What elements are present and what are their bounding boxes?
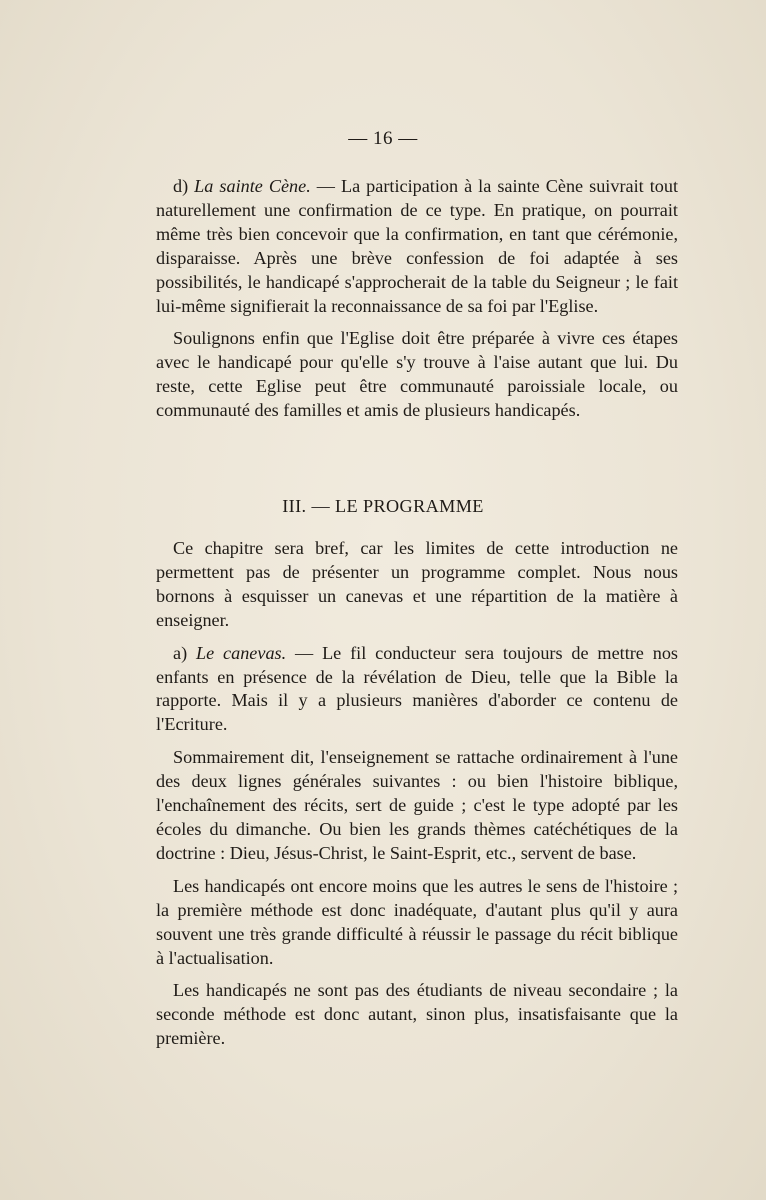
paragraph-soulignons (156, 327, 678, 423)
section-heading: III. — LE PROGRAMME (282, 496, 484, 516)
paragraph-text: Les handicapés ne sont pas des étudiants de niveau secondaire ; la seconde méthode est donc autant, sinon plus, insatisfaisante que la première. (156, 980, 678, 1049)
paragraph-sommairement (156, 746, 678, 866)
paragraph-text: — Le fil conducteur sera toujours de mettre nos enfants en présence de la révélation de Dieu, telle que la Bible la rapporte. Mais il y a plusieurs manières d'aborder ce contenu de l'Ecriture. (156, 642, 679, 735)
paragraph-intro (156, 537, 678, 633)
page-number: — 16 — (348, 128, 418, 149)
item-label: d) (173, 176, 189, 196)
paragraph-histoire (156, 875, 678, 971)
item-label: a) (173, 642, 188, 663)
paragraph-text: — La participation à la sainte Cène suivrait tout naturellement une confirmation de ce type. En pratique, on pourrait même très bien concevoir que la confirmation, en tant que cérémonie, disparaisse. Après une brève confession de foi adaptée à ses possibilités, le handicapé s'approcherait de la table du Seigneur ; le fait lui-même signifierait la reconnaissance de sa foi par l'Eglise. (156, 176, 678, 316)
section-body-1 (156, 175, 678, 423)
paragraph-secondaire (156, 979, 678, 1051)
section-body-2 (156, 537, 678, 1051)
paragraph-text: Ce chapitre sera bref, car les limites de cette introduction ne permettent pas de présenter un programme complet. Nous nous bornons à esquisser un canevas et une répartition de la matière à enseigner. (156, 538, 678, 630)
paragraph-text: Sommairement dit, l'enseignement se rattache ordinairement à l'une des deux lignes générales suivantes : ou bien l'histoire biblique, l'enchaînement des récits, sert de guide ; c'est le type adopté par les écoles du dimanche. Ou bien les grands thèmes catéchétiques de la doctrine : Dieu, Jésus-Christ, le Saint-Esprit, etc., servent de base. (156, 747, 678, 863)
paragraph-sainte-cene (156, 175, 678, 318)
item-title: La sainte Cène. (194, 176, 311, 196)
paragraph-canevas (156, 642, 678, 738)
paragraph-text: Les handicapés ont encore moins que les autres le sens de l'histoire ; la première méthode est donc inadéquate, d'autant plus qu'il y aura souvent une très grande difficulté à réussir le passage du récit biblique à l'actualisation. (156, 875, 678, 968)
item-title: Le canevas. (196, 642, 287, 663)
paragraph-text: Soulignons enfin que l'Eglise doit être préparée à vivre ces étapes avec le handicapé pour qu'elle s'y trouve à l'aise autant que lui. Du reste, cette Eglise peut être communauté paroissiale locale, ou communauté des familles et amis de plusieurs handicapés. (156, 328, 678, 421)
